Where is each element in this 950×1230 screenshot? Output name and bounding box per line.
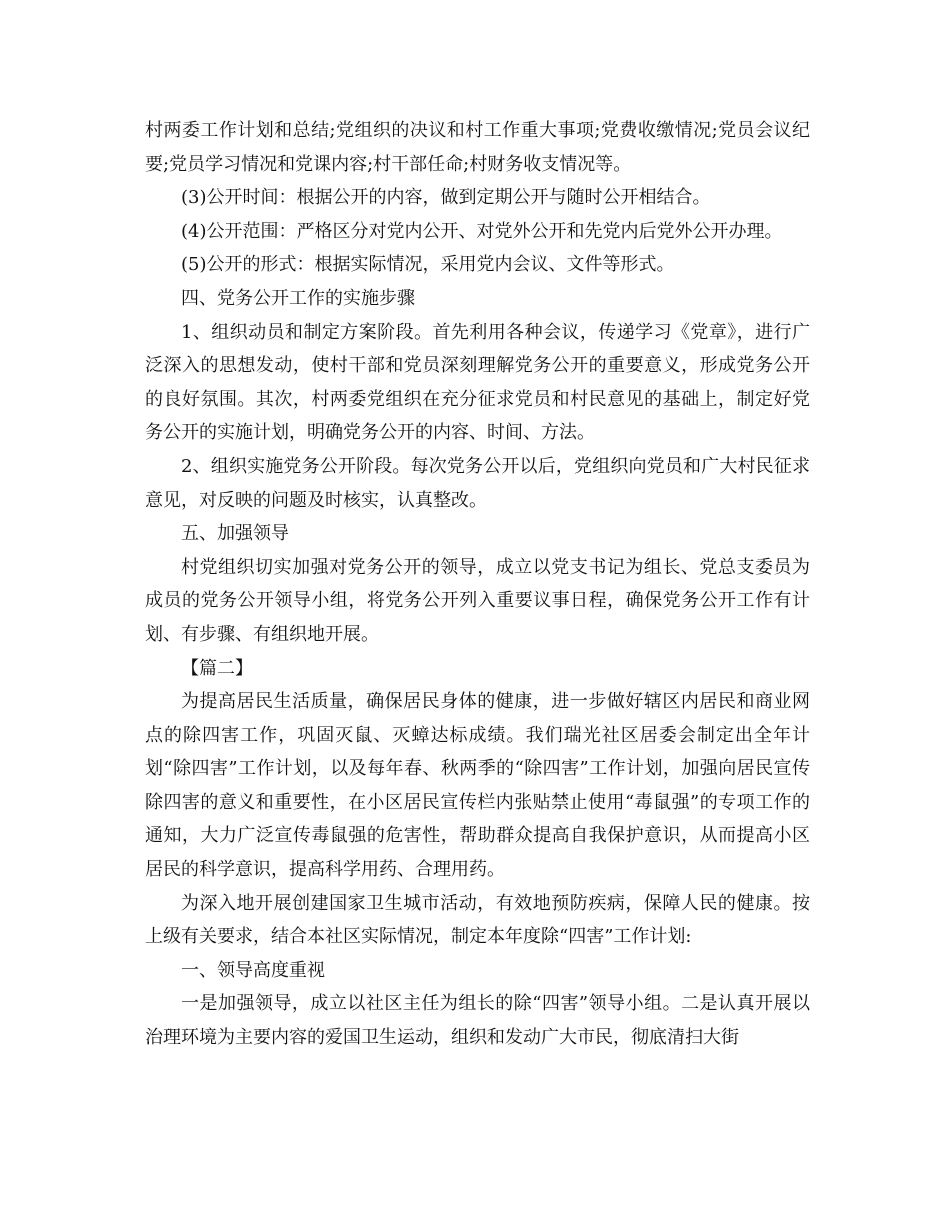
part-heading-2: 【篇二】: [181, 657, 253, 679]
paragraph-step-1: 1、组织动员和制定方案阶段。首先利用各种会议，传递学习《党章》，进行广泛深入的思想发动，使村干部和党员深刻理解党务公开的重要意义，形成党务公开的良好氛围。其次，村两委党组织在充分征求党员和村民意见的基础上，制定好党务公开的实施计划，明确党务公开的内容、时间、方法。: [145, 321, 810, 444]
paragraph-continuation: 村两委工作计划和总结;党组织的决议和村工作重大事项;党费收缴情况;党员会议纪要;党员学习情况和党课内容;村干部任命;村财务收支情况等。: [145, 120, 810, 175]
section-heading-4: 四、党务公开工作的实施步骤: [181, 287, 415, 309]
document-body: [145, 114, 810, 1055]
paragraph-public-form: (5)公开的形式：根据实际情况，采用党内会议、文件等形式。: [181, 254, 675, 276]
paragraph-plan: 为深入地开展创建国家卫生城市活动，有效地预防疾病，保障人民的健康。按上级有关要求，结合本社区实际情况，制定本年度除“四害”工作计划:: [145, 892, 810, 948]
paragraph-public-scope: (4)公开范围：严格区分对党内公开、对党外公开和先党内后党外公开办理。: [181, 220, 783, 242]
section-heading-5: 五、加强领导: [181, 523, 289, 545]
paragraph-intro: 为提高居民生活质量，确保居民身体的健康，进一步做好辖区内居民和商业网点的除四害工作，巩固灭鼠、灭蟑达标成绩。我们瑞光社区居委会制定出全年计划“除四害”工作计划，以及每年春、秋两季的“除四害”工作计划，加强向居民宣传除四害的意义和重要性，在小区居民宣传栏内张贴禁止使用“毒鼠强”的专项工作的通知，大力广泛宣传毒鼠强的危害性，帮助群众提高自我保护意识，从而提高小区居民的科学意识，提高科学用药、合理用药。: [145, 691, 810, 881]
paragraph-leadership: 村党组织切实加强对党务公开的领导，成立以党支书记为组长、党总支委员为成员的党务公开领导小组，将党务公开列入重要议事日程，确保党务公开工作有计划、有步骤、有组织地开展。: [145, 556, 810, 645]
paragraph-public-time: (3)公开时间：根据公开的内容，做到定期公开与随时公开相结合。: [181, 187, 711, 209]
paragraph-step-2: 2、组织实施党务公开阶段。每次党务公开以后，党组织向党员和广大村民征求意见，对反映的问题及时核实，认真整改。: [145, 455, 810, 511]
paragraph-lead-body: 一是加强领导，成立以社区主任为组长的除“四害”领导小组。二是认真开展以治理环境为主要内容的爱国卫生运动，组织和发动广大市民，彻底清扫大街: [145, 993, 810, 1049]
section-heading-1: 一、领导高度重视: [181, 959, 325, 981]
